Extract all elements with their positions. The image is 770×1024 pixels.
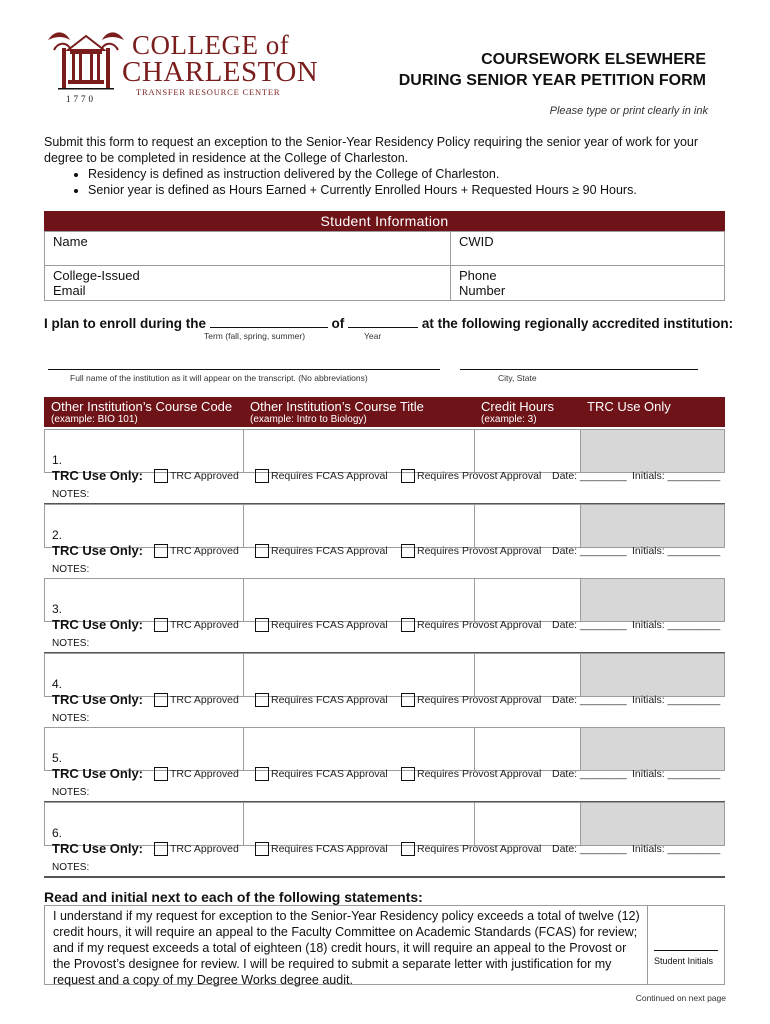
initials-field[interactable]: Initials: _________ bbox=[632, 545, 721, 557]
course-cells bbox=[44, 504, 725, 548]
col-trc-label: TRC Use Only bbox=[587, 399, 671, 414]
trc-use-cell bbox=[580, 727, 725, 771]
provost-approval-label: Requires Provost Approval bbox=[417, 694, 542, 706]
row-number: 2. bbox=[52, 528, 63, 542]
trc-options bbox=[52, 468, 725, 486]
date-field[interactable]: Date: ________ bbox=[552, 694, 627, 706]
col-trc-header bbox=[587, 399, 671, 414]
intro-bullet: • Residency is defined as instruction delivered by the College of Charleston. bbox=[88, 166, 724, 182]
col-credit-header bbox=[481, 399, 554, 425]
logo-year: 1770 bbox=[66, 94, 96, 104]
initials-field[interactable]: Initials: _________ bbox=[632, 619, 721, 631]
course-code-cell[interactable] bbox=[44, 429, 244, 473]
enroll-suffix: at the following regionally accredited institution: bbox=[421, 316, 734, 331]
provost-approval-checkbox[interactable] bbox=[401, 842, 415, 856]
trc-use-label: TRC Use Only: bbox=[52, 468, 144, 483]
trc-use-label: TRC Use Only: bbox=[52, 692, 144, 707]
trc-use-cell bbox=[580, 429, 725, 473]
date-field[interactable]: Date: ________ bbox=[552, 843, 627, 855]
notes-label: NOTES: bbox=[52, 862, 90, 873]
notes-label: NOTES: bbox=[52, 638, 90, 649]
date-field[interactable]: Date: ________ bbox=[552, 619, 627, 631]
phone-label-2: Number bbox=[459, 283, 506, 298]
provost-approval-label: Requires Provost Approval bbox=[417, 545, 542, 557]
name-field[interactable] bbox=[45, 232, 451, 266]
cwid-label: CWID bbox=[459, 234, 494, 249]
course-title-cell[interactable] bbox=[243, 578, 475, 622]
name-label: Name bbox=[53, 234, 88, 249]
intro-bullet: • Senior year is defined as Hours Earned + Currently Enrolled Hours + Requested Hours ≥ 90 Hours. bbox=[88, 182, 724, 198]
provost-approval-checkbox[interactable] bbox=[401, 767, 415, 781]
provost-approval-checkbox[interactable] bbox=[401, 544, 415, 558]
course-title-cell[interactable] bbox=[243, 429, 475, 473]
col-title-label: Other Institution’s Course Title bbox=[250, 399, 424, 414]
provost-approval-checkbox[interactable] bbox=[401, 618, 415, 632]
form-title-line2: DURING SENIOR YEAR PETITION FORM bbox=[398, 72, 706, 89]
trc-options bbox=[52, 841, 725, 859]
course-cells bbox=[44, 578, 725, 622]
trc-use-cell bbox=[580, 653, 725, 697]
col-title-header bbox=[250, 399, 424, 425]
trc-approved-label: TRC Approved bbox=[170, 768, 239, 780]
row-number: 6. bbox=[52, 826, 63, 840]
student-initials-cell bbox=[647, 906, 726, 984]
trc-use-label: TRC Use Only: bbox=[52, 766, 144, 781]
year-hint: Year bbox=[364, 331, 382, 341]
credit-hours-cell[interactable] bbox=[474, 429, 581, 473]
provost-approval-label: Requires Provost Approval bbox=[417, 768, 542, 780]
trc-approved-checkbox[interactable] bbox=[154, 469, 168, 483]
row-divider bbox=[44, 876, 725, 878]
fcas-approval-checkbox[interactable] bbox=[255, 767, 269, 781]
fcas-approval-label: Requires FCAS Approval bbox=[271, 619, 388, 631]
provost-approval-label: Requires Provost Approval bbox=[417, 619, 542, 631]
term-blank[interactable] bbox=[210, 315, 328, 328]
col-credit-example: (example: 3) bbox=[481, 414, 537, 425]
course-title-cell[interactable] bbox=[243, 653, 475, 697]
trc-approved-checkbox[interactable] bbox=[154, 767, 168, 781]
student-info-heading: Student Information bbox=[44, 211, 725, 231]
trc-use-label: TRC Use Only: bbox=[52, 617, 144, 632]
student-initials-label: Student Initials bbox=[654, 956, 714, 966]
initials-field[interactable]: Initials: _________ bbox=[632, 768, 721, 780]
fcas-approval-label: Requires FCAS Approval bbox=[271, 694, 388, 706]
notes-label: NOTES: bbox=[52, 713, 90, 724]
col-code-header bbox=[51, 399, 232, 425]
email-label-1: College-Issued bbox=[53, 268, 140, 283]
trc-use-cell bbox=[580, 578, 725, 622]
course-code-cell[interactable] bbox=[44, 802, 244, 846]
form-title-line1: COURSEWORK ELSEWHERE bbox=[481, 51, 706, 68]
course-title-cell[interactable] bbox=[243, 504, 475, 548]
logo-charleston: CHARLESTON bbox=[122, 56, 319, 88]
credit-hours-cell[interactable] bbox=[474, 802, 581, 846]
row-number: 4. bbox=[52, 677, 63, 691]
ink-note: Please type or print clearly in ink bbox=[549, 105, 708, 117]
city-line[interactable] bbox=[460, 368, 698, 370]
col-code-example: (example: BIO 101) bbox=[51, 414, 138, 425]
credit-hours-cell[interactable] bbox=[474, 727, 581, 771]
trc-options bbox=[52, 617, 725, 635]
course-code-cell[interactable] bbox=[44, 727, 244, 771]
trc-approved-label: TRC Approved bbox=[170, 470, 239, 482]
logo-trc: TRANSFER RESOURCE CENTER bbox=[136, 87, 281, 97]
provost-approval-label: Requires Provost Approval bbox=[417, 470, 542, 482]
date-field[interactable]: Date: ________ bbox=[552, 470, 627, 482]
course-cells bbox=[44, 653, 725, 697]
trc-approved-label: TRC Approved bbox=[170, 694, 239, 706]
trc-use-cell bbox=[580, 802, 725, 846]
notes-label: NOTES: bbox=[52, 489, 90, 500]
institution-line[interactable] bbox=[48, 368, 440, 370]
cwid-field[interactable] bbox=[451, 232, 725, 266]
row-number: 1. bbox=[52, 453, 63, 467]
phone-label-1: Phone bbox=[459, 268, 497, 283]
course-cells bbox=[44, 802, 725, 846]
col-code-label: Other Institution’s Course Code bbox=[51, 399, 233, 414]
statements-heading: Read and initial next to each of the following statements: bbox=[44, 889, 423, 905]
credit-hours-cell[interactable] bbox=[474, 578, 581, 622]
statement-text: I understand if my request for exception to the Senior-Year Residency policy exceeds a total of twelve (12) credit hours, it will require an appeal to the Faculty Committee on Academic Standards (FCAS) for review; and if my request exceeds a total of eighteen (18) credit hours, it will require an appeal to the Provost or the Provost’s designee for review. I will be required to submit a separate letter with justification for my request and a copy of my Degree Works degree audit. bbox=[53, 909, 640, 987]
statement-box bbox=[44, 905, 725, 985]
row-number: 3. bbox=[52, 602, 63, 616]
trc-approved-checkbox[interactable] bbox=[154, 693, 168, 707]
phone-field[interactable] bbox=[451, 266, 725, 301]
provost-approval-checkbox[interactable] bbox=[401, 693, 415, 707]
trc-approved-label: TRC Approved bbox=[170, 545, 239, 557]
col-title-example: (example: Intro to Biology) bbox=[250, 414, 367, 425]
row-number: 5. bbox=[52, 751, 63, 765]
intro bbox=[44, 134, 724, 198]
continued-note: Continued on next page bbox=[635, 993, 726, 1003]
date-field[interactable]: Date: ________ bbox=[552, 545, 627, 557]
college-logo bbox=[44, 26, 319, 110]
year-blank[interactable] bbox=[348, 315, 418, 328]
enroll-prefix: I plan to enroll during the bbox=[44, 316, 206, 331]
initials-field[interactable]: Initials: _________ bbox=[632, 694, 721, 706]
enroll-statement bbox=[44, 315, 733, 331]
trc-use-label: TRC Use Only: bbox=[52, 841, 144, 856]
course-table-header bbox=[44, 397, 725, 427]
fcas-approval-checkbox[interactable] bbox=[255, 842, 269, 856]
course-code-cell[interactable] bbox=[44, 653, 244, 697]
date-field[interactable]: Date: ________ bbox=[552, 768, 627, 780]
form-title bbox=[399, 49, 706, 91]
enroll-of: of bbox=[331, 316, 345, 331]
trc-approved-label: TRC Approved bbox=[170, 843, 239, 855]
term-hint: Term (fall, spring, summer) bbox=[204, 331, 306, 341]
provost-approval-checkbox[interactable] bbox=[401, 469, 415, 483]
course-cells bbox=[44, 727, 725, 771]
intro-text: Submit this form to request an exception to the Senior-Year Residency Policy requiring the senior year of work for your degree to be completed in residence at the College of Charleston. bbox=[44, 135, 699, 165]
credit-hours-cell[interactable] bbox=[474, 504, 581, 548]
trc-approved-checkbox[interactable] bbox=[154, 544, 168, 558]
trc-approved-checkbox[interactable] bbox=[154, 842, 168, 856]
trc-approved-label: TRC Approved bbox=[170, 619, 239, 631]
city-hint: City, State bbox=[498, 373, 537, 383]
fcas-approval-label: Requires FCAS Approval bbox=[271, 470, 388, 482]
trc-approved-checkbox[interactable] bbox=[154, 618, 168, 632]
trc-use-cell bbox=[580, 504, 725, 548]
fcas-approval-label: Requires FCAS Approval bbox=[271, 843, 388, 855]
trc-options bbox=[52, 543, 725, 561]
trc-options bbox=[52, 766, 725, 784]
col-credit-label: Credit Hours bbox=[481, 399, 554, 414]
fcas-approval-checkbox[interactable] bbox=[255, 693, 269, 707]
credit-hours-cell[interactable] bbox=[474, 653, 581, 697]
notes-label: NOTES: bbox=[52, 564, 90, 575]
trc-options bbox=[52, 692, 725, 710]
fcas-approval-checkbox[interactable] bbox=[255, 544, 269, 558]
fcas-approval-label: Requires FCAS Approval bbox=[271, 545, 388, 557]
initials-field[interactable]: Initials: _________ bbox=[632, 470, 721, 482]
notes-label: NOTES: bbox=[52, 787, 90, 798]
course-title-cell[interactable] bbox=[243, 802, 475, 846]
fcas-approval-label: Requires FCAS Approval bbox=[271, 768, 388, 780]
course-title-cell[interactable] bbox=[243, 727, 475, 771]
initials-field[interactable]: Initials: _________ bbox=[632, 843, 721, 855]
student-info-table bbox=[44, 231, 725, 301]
student-initials-line[interactable] bbox=[654, 950, 718, 951]
fcas-approval-checkbox[interactable] bbox=[255, 618, 269, 632]
institution-hint: Full name of the institution as it will appear on the transcript. (No abbreviations) bbox=[70, 373, 368, 383]
logo-college: COLLEGE of bbox=[132, 30, 290, 60]
course-code-cell[interactable] bbox=[44, 578, 244, 622]
trc-use-label: TRC Use Only: bbox=[52, 543, 144, 558]
intro-bullets bbox=[44, 166, 724, 198]
email-field[interactable] bbox=[45, 266, 451, 301]
college-building-icon bbox=[44, 26, 128, 96]
email-label-2: Email bbox=[53, 283, 86, 298]
course-code-cell[interactable] bbox=[44, 504, 244, 548]
fcas-approval-checkbox[interactable] bbox=[255, 469, 269, 483]
provost-approval-label: Requires Provost Approval bbox=[417, 843, 542, 855]
course-cells bbox=[44, 429, 725, 473]
